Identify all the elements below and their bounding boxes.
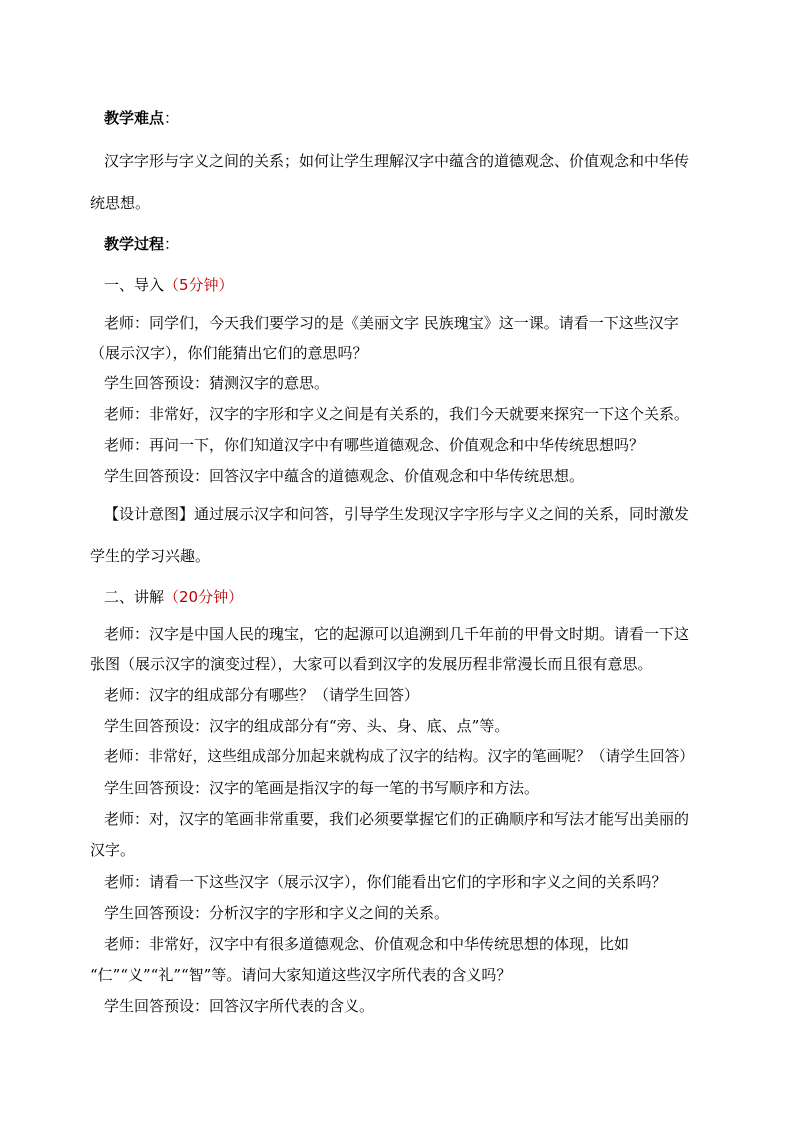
section2-line-3: 老师：汉字的组成部分有哪些？（请学生回答） <box>104 686 420 704</box>
section1-line-4: 老师：非常好，汉字的字形和字义之间是有关系的，我们今天就要来探究一下这个关系。 <box>104 405 690 423</box>
difficulty-heading-line <box>104 108 179 128</box>
difficulty-heading: 教学难点 <box>104 109 165 127</box>
section1-line-2: （展示汉字），你们能猜出它们的意思吗？ <box>90 344 368 362</box>
section1-time: （5分钟） <box>164 276 234 294</box>
section2-line-5: 老师：非常好，这些组成部分加起来就构成了汉字的结构。汉字的笔画呢？（请学生回答） <box>104 748 694 765</box>
difficulty-text-line1: 汉字字形与字义之间的关系；如何让学生理解汉字中蕴含的道德观念、价值观念和中华传 <box>104 152 690 170</box>
section2-line-10: 学生回答预设：分析汉字的字形和字义之间的关系。 <box>104 904 450 922</box>
process-heading: 教学过程 <box>104 235 165 253</box>
section2-line-11: 老师：非常好，汉字中有很多道德观念、价值观念和中华传统思想的体现，比如 <box>104 935 630 953</box>
section2-title-line <box>104 587 243 607</box>
section1-title-line <box>104 275 234 295</box>
section1-line-5: 老师：再问一下，你们知道汉字中有哪些道德观念、价值观念和中华传统思想吗？ <box>104 436 645 454</box>
section2-time: （20分钟） <box>164 588 244 606</box>
section2-line-12: “仁”“义”“礼”“智”等。请问大家知道这些汉字所代表的含义吗？ <box>90 966 512 984</box>
section1-title: 一、导入 <box>104 276 165 294</box>
section2-line-9: 老师：请看一下这些汉字（展示汉字），你们能看出它们的字形和字义之间的关系吗？ <box>104 873 667 891</box>
process-colon: ： <box>164 235 180 253</box>
section1-line-3: 学生回答预设：猜测汉字的意思。 <box>104 374 330 392</box>
process-heading-line <box>104 234 179 254</box>
section1-line-6: 学生回答预设：回答汉字中蕴含的道德观念、价值观念和中华传统思想。 <box>104 467 585 485</box>
section2-line-7: 老师：对，汉字的笔画非常重要，我们必须要掌握它们的正确顺序和写法才能写出美丽的 <box>104 810 690 828</box>
difficulty-text-line2: 统思想。 <box>90 194 151 212</box>
section2-line-13: 学生回答预设：回答汉字所代表的含义。 <box>104 997 375 1015</box>
section1-line-1: 老师：同学们，今天我们要学习的是《美丽文字 民族瑰宝》这一课。请看一下这些汉字 <box>104 314 679 332</box>
section1-intent-line2: 学生的学习兴趣。 <box>90 547 211 565</box>
section2-line-6: 学生回答预设：汉字的笔画是指汉字的每一笔的书写顺序和方法。 <box>104 779 540 797</box>
section2-line-2: 张图（展示汉字的演变过程），大家可以看到汉字的发展历程非常漫长而且很有意思。 <box>90 655 653 673</box>
section2-line-1: 老师：汉字是中国人民的瑰宝，它的起源可以追溯到几千年前的甲骨文时期。请看一下这 <box>104 625 690 643</box>
section2-line-8: 汉字。 <box>90 841 136 859</box>
section1-intent-line1: 【设计意图】通过展示汉字和问答，引导学生发现汉字字形与字义之间的关系，同时激发 <box>104 505 690 523</box>
section2-title: 二、讲解 <box>104 588 165 606</box>
difficulty-colon: ： <box>164 109 180 127</box>
section2-line-4: 学生回答预设：汉字的组成部分有“旁、头、身、底、点”等。 <box>104 717 510 735</box>
